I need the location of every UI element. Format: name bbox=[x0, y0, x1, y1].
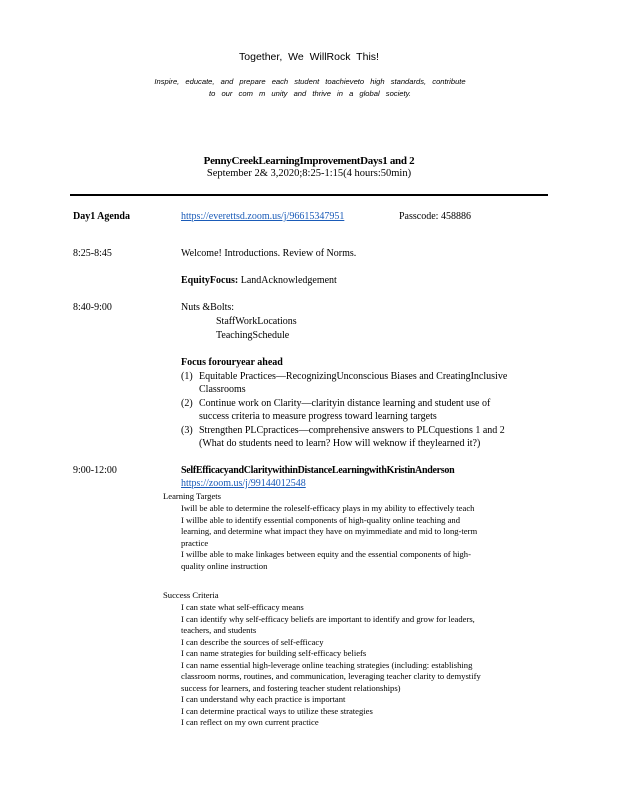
mission-line: to our com m unity and thrive in a global society. bbox=[209, 89, 411, 98]
session-title: SelfEfficacyandClaritywithinDistanceLearningwithKristinAnderson bbox=[181, 465, 455, 476]
passcode: Passcode: 458886 bbox=[399, 211, 471, 222]
event-title: PennyCreekLearningImprovementDays1 and 2 bbox=[203, 155, 415, 167]
list-item: StaffWorkLocations bbox=[216, 316, 297, 327]
list-item-line: I can name essential high-leverage online teaching strategies (including: establishing bbox=[181, 659, 473, 670]
success-criteria-list bbox=[163, 602, 553, 729]
time-slot: 8:40-9:00 bbox=[73, 302, 112, 313]
list-item-line: classroom norms, routines, and communication, leveraging teacher clarity to demystify bbox=[181, 671, 481, 681]
agenda-heading: Day1 Agenda bbox=[73, 211, 130, 222]
equity-focus-text: LandAcknowledgement bbox=[238, 275, 337, 286]
focus-item-text bbox=[199, 424, 505, 450]
zoom-link[interactable]: https://everettsd.zoom.us/j/96615347951 bbox=[181, 211, 345, 222]
success-criteria-heading: Success Criteria bbox=[163, 590, 219, 600]
focus-item-line: (What do students need to learn? How will weknow if theylearned it?) bbox=[199, 438, 481, 449]
event-dates: September 2& 3,2020;8:25-1:15(4 hours:50min) bbox=[206, 168, 412, 179]
welcome-text: Welcome! Introductions. Review of Norms. bbox=[181, 248, 357, 259]
list-item-line: success for learners, and fostering teacher student relationships) bbox=[181, 682, 401, 693]
focus-heading: Focus forouryear ahead bbox=[181, 357, 283, 368]
focus-item-line: Continue work on Clarity—clarityin distance learning and student use of bbox=[199, 398, 491, 409]
mission-statement bbox=[60, 76, 560, 100]
learning-targets-list bbox=[163, 503, 553, 572]
focus-item-text bbox=[199, 370, 507, 396]
list-item bbox=[163, 706, 553, 718]
mission-line: Inspire, educate, and prepare each student toachieveto high standards, contribute bbox=[154, 77, 466, 86]
focus-item-line: Equitable Practices—RecognizingUnconscious Biases and CreatingInclusive bbox=[199, 371, 508, 382]
list-item-line: I can describe the sources of self-efficacy bbox=[181, 636, 324, 647]
list-item-line: I can name strategies for building self-efficacy beliefs bbox=[181, 648, 367, 658]
focus-item-number: (1) bbox=[181, 371, 193, 382]
time-slot: 8:25-8:45 bbox=[73, 248, 112, 259]
list-item-line: Iwill be able to determine the roleself-efficacy plays in my ability to effectively teach bbox=[181, 503, 475, 513]
time-slot: 9:00-12:00 bbox=[73, 465, 117, 476]
equity-focus-label: EquityFocus: bbox=[181, 275, 239, 286]
list-item-line: I can state what self-efficacy means bbox=[181, 602, 304, 612]
list-item-line: I can identify why self-efficacy beliefs are important to identify and grow for leaders, bbox=[181, 613, 475, 624]
focus-item-line: success criteria to measure progress toward learning targets bbox=[199, 411, 437, 422]
list-item bbox=[163, 602, 553, 614]
list-item-line: I can understand why each practice is important bbox=[181, 694, 346, 704]
list-item bbox=[163, 637, 553, 649]
list-item-line: I can reflect on my own current practice bbox=[181, 717, 319, 727]
list-item-line: I willbe able to identify essential components of high-quality online teaching and bbox=[181, 514, 460, 525]
list-item-line: teachers, and students bbox=[181, 625, 257, 635]
divider bbox=[70, 194, 548, 196]
list-item bbox=[163, 549, 553, 572]
list-item-line: I willbe able to make linkages between equity and the essential components of high- bbox=[181, 549, 471, 559]
list-item-line: I can determine practical ways to utilize these strategies bbox=[181, 705, 373, 716]
list-item-line: learning, and determine what impact they have on myimmediate and mid to long-term bbox=[181, 526, 478, 536]
focus-item-number: (2) bbox=[181, 398, 193, 409]
list-item bbox=[163, 660, 553, 695]
list-item bbox=[163, 717, 553, 729]
district-motto: Together, We WillRock This! bbox=[239, 51, 379, 63]
list-item bbox=[163, 503, 553, 515]
session-zoom-link[interactable]: https://zoom.us/j/99144012548 bbox=[181, 478, 306, 489]
list-item bbox=[163, 614, 553, 637]
list-item bbox=[163, 694, 553, 706]
focus-item-text bbox=[199, 397, 490, 423]
equity-focus bbox=[181, 274, 337, 287]
focus-item-line: Strengthen PLCpractices—comprehensive answers to PLCquestions 1 and 2 bbox=[199, 425, 505, 436]
focus-item-line: Classrooms bbox=[199, 384, 246, 395]
list-item bbox=[163, 648, 553, 660]
learning-targets-heading: Learning Targets bbox=[163, 491, 222, 501]
list-item-line: quality online instruction bbox=[181, 560, 268, 571]
nuts-bolts-heading: Nuts &Bolts: bbox=[181, 302, 235, 313]
list-item bbox=[163, 515, 553, 550]
list-item: TeachingSchedule bbox=[216, 330, 290, 341]
list-item-line: practice bbox=[181, 537, 209, 548]
focus-item-number: (3) bbox=[181, 425, 193, 436]
